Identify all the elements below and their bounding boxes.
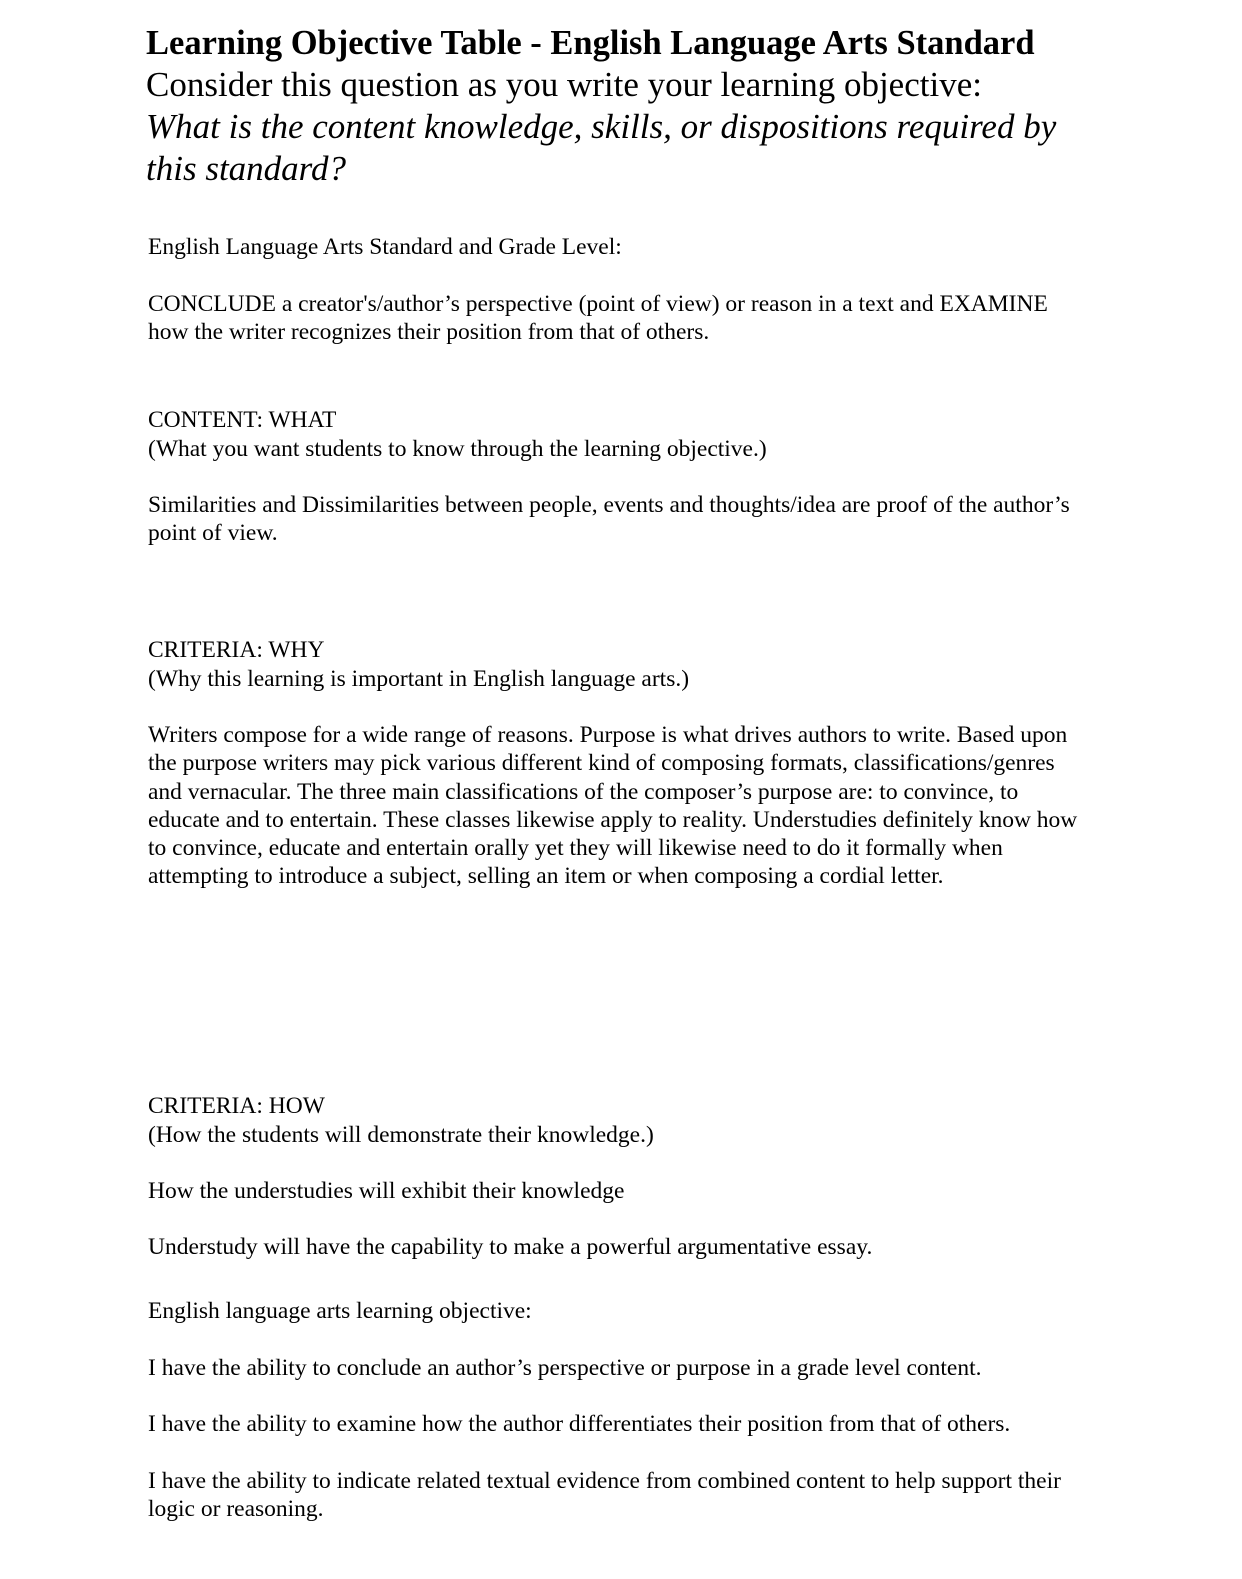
criteria-why-body: Writers compose for a wide range of reasons. Purpose is what drives authors to write. Based upon the purpose writers may pick various different kind of composing formats, classifications/genres and vernacular. The three main classifications of the composer’s purpose are: to convince, to educate and to entertain. These classes likewise apply to reality. Understudies definitely know how to convince, educate and entertain orally yet they will likewise need to do it formally when attempting to introduce a subject, selling an item or when composing a cordial letter.	[148, 722, 1078, 890]
prompt-text: Consider this question as you write your learning objective:	[146, 65, 982, 104]
content-what-body: Similarities and Dissimilarities between people, events and thoughts/idea are proof of the author’s point of view.	[148, 492, 1070, 547]
criteria-how-subheading: (How the students will demonstrate their knowledge.)	[148, 1122, 654, 1148]
objective-item: I have the ability to examine how the author differentiates their position from that of others.	[148, 1411, 1011, 1437]
content-what-subheading: (What you want students to know through the learning objective.)	[148, 436, 767, 462]
criteria-how-line: How the understudies will exhibit their knowledge	[148, 1178, 625, 1204]
content-what-heading: CONTENT: WHAT	[148, 407, 337, 433]
objective-item: I have the ability to conclude an author’s perspective or purpose in a grade level content.	[148, 1355, 982, 1381]
criteria-how-heading: CRITERIA: HOW	[148, 1093, 325, 1119]
guiding-question: What is the content knowledge, skills, or dispositions required by this standard?	[146, 107, 1057, 188]
criteria-how-line: Understudy will have the capability to make a powerful argumentative essay.	[148, 1234, 873, 1260]
criteria-why-subheading: (Why this learning is important in English language arts.)	[148, 666, 690, 692]
objective-label: English language arts learning objective:	[148, 1298, 532, 1324]
objective-item: I have the ability to indicate related textual evidence from combined content to help support their logic or reasoning.	[148, 1468, 1061, 1523]
standard-text: CONCLUDE a creator's/author’s perspective (point of view) or reason in a text and EXAMINE how the writer recognizes their position from that of others.	[148, 291, 1048, 346]
criteria-why-heading: CRITERIA: WHY	[148, 637, 325, 663]
document-title: Learning Objective Table - English Language Arts Standard	[146, 24, 1035, 62]
standard-label: English Language Arts Standard and Grade Level:	[148, 234, 622, 260]
